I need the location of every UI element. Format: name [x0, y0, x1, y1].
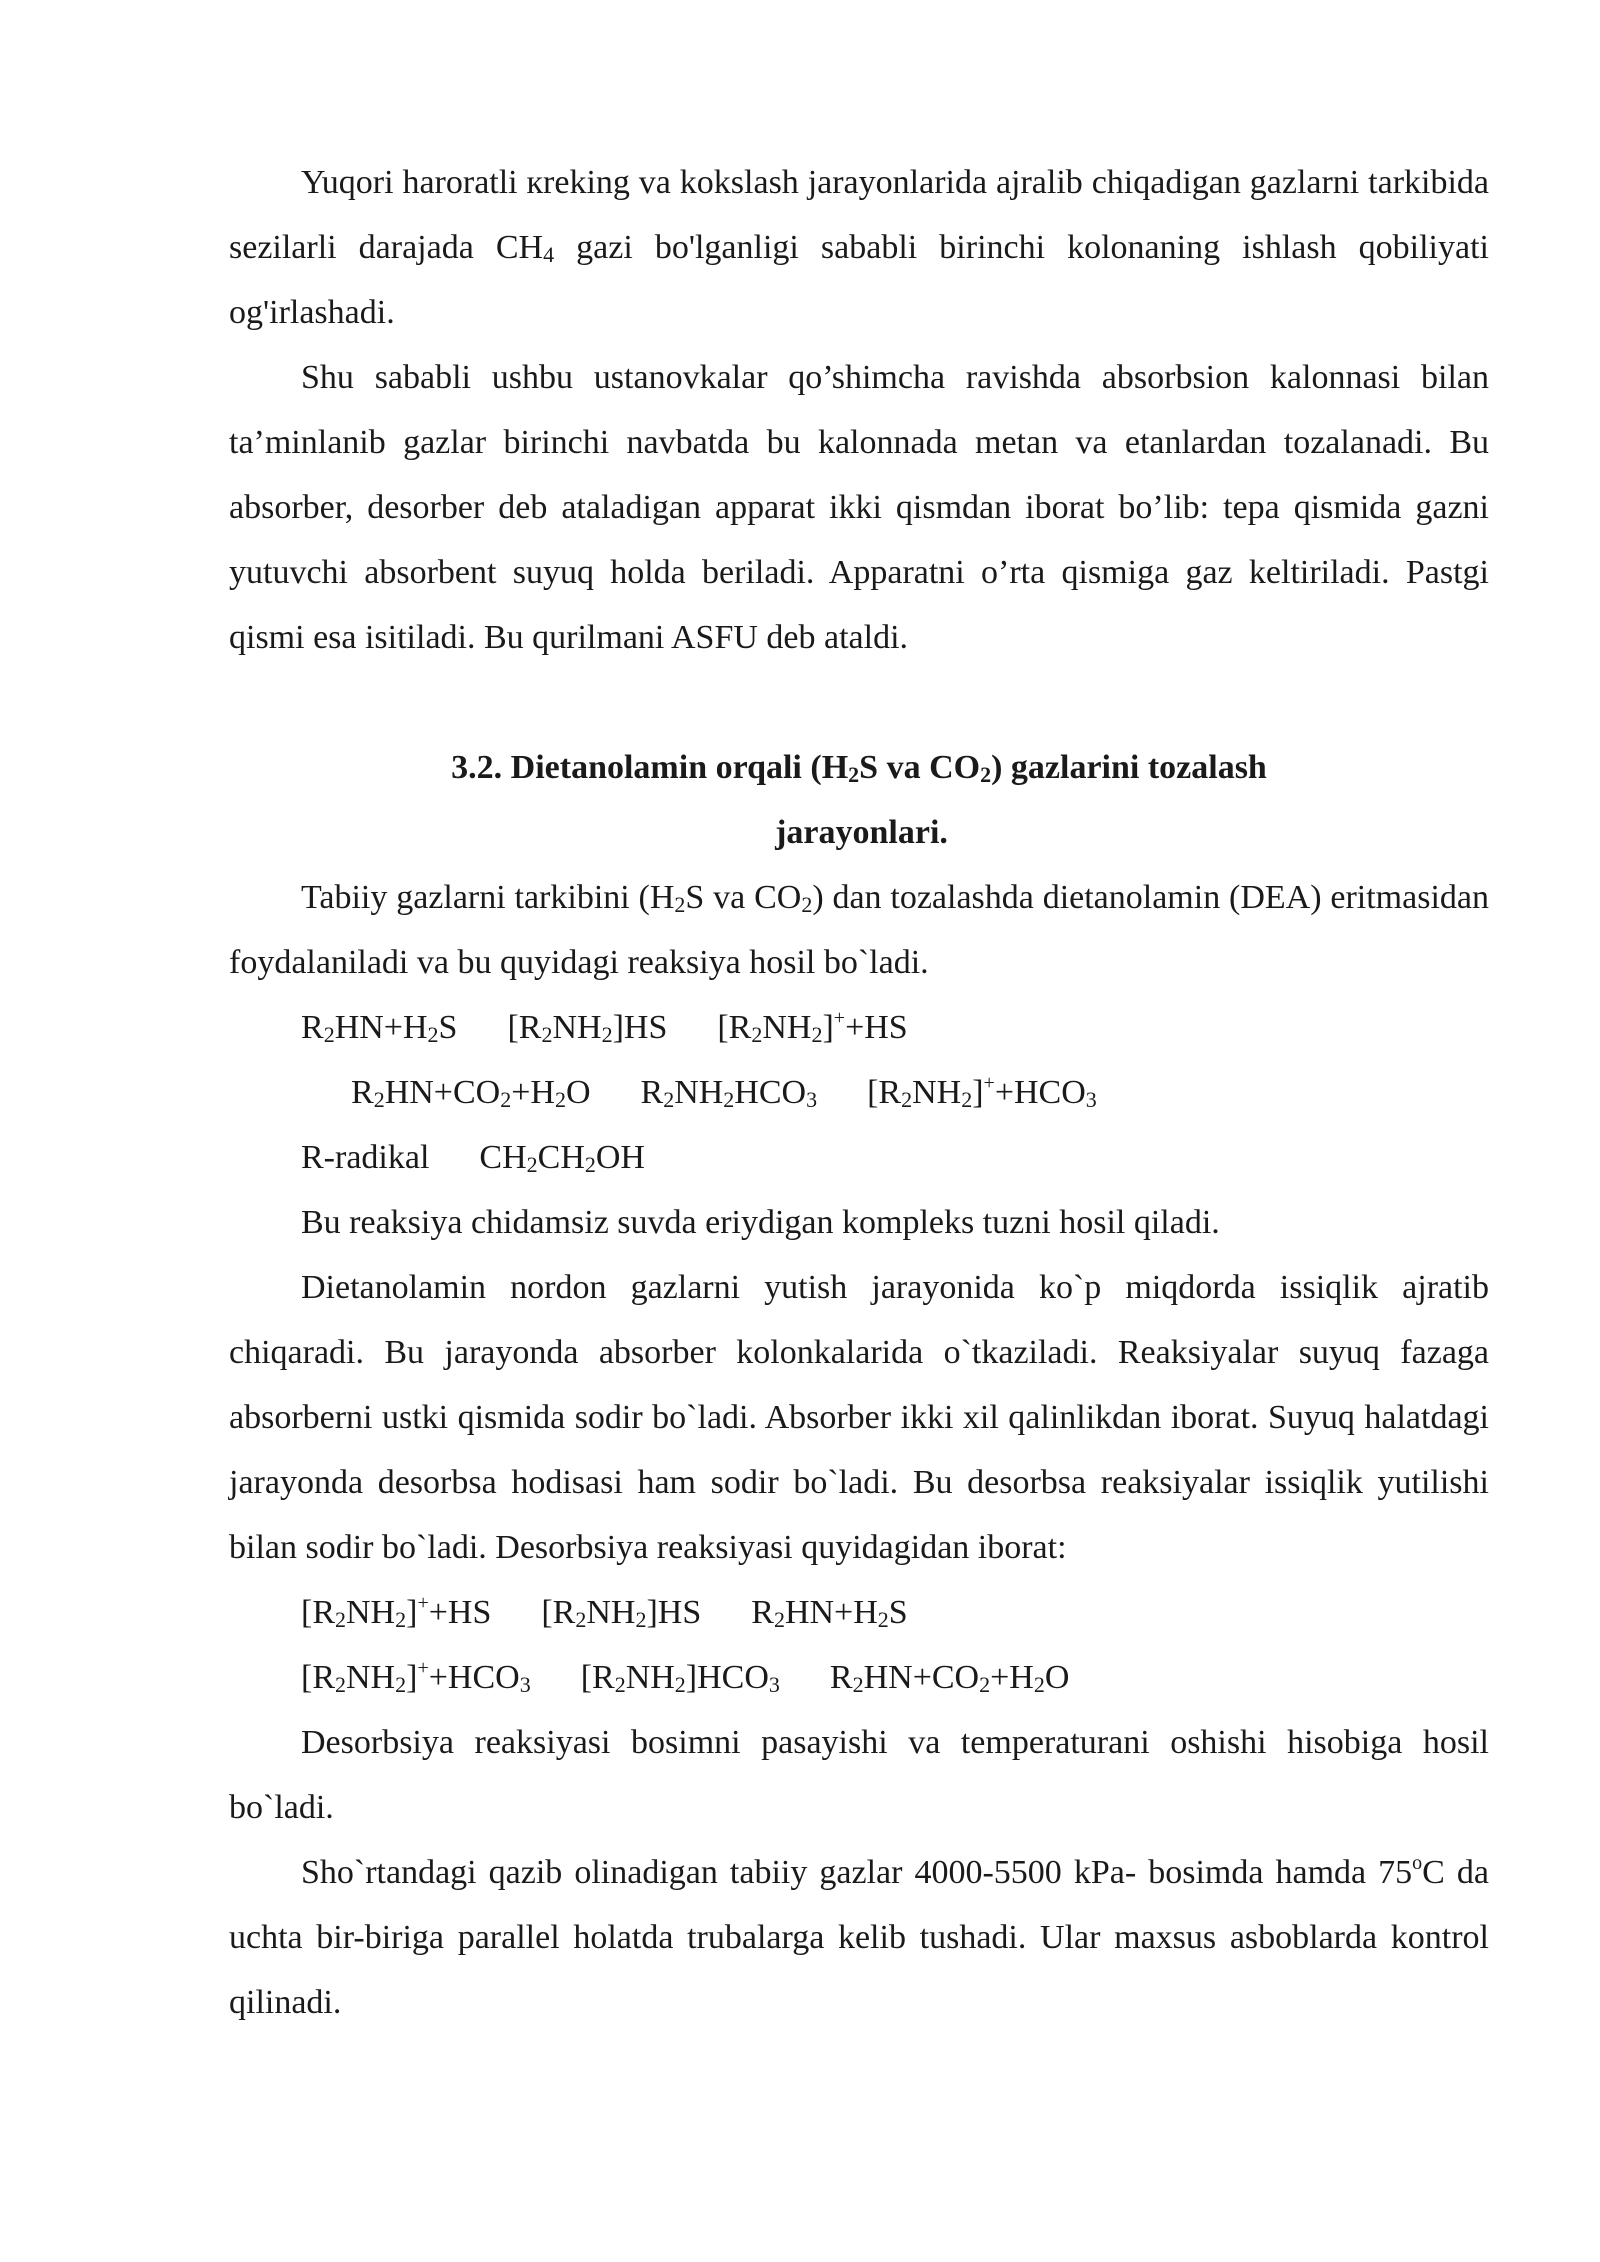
- equation-co2-absorption: $R_2HN+CO_2+H_2O$ $R_2NH_2HCO_3$ $[R_2NH_2]^++HCO_3$: [351, 1072, 1097, 1112]
- paragraph-cracking-gases: Yuqori haroratli кreking va kokslash jarayonlarida ajralib chiqadigan gazlarni tarkibida sezilarli darajada $CH_4$ gazi bo'lganligi sababli birinchi kolonaning ishlash qobiliyati og'irlashadi.: [229, 164, 1489, 331]
- equation-h2s-desorption: $[R_2NH_2]^++HS$ $[R_2NH_2]HS$ $R_2HN+H_2S$: [301, 1592, 908, 1632]
- paragraph-dea-intro: Tabiiy gazlarni tarkibini ($H_2S$ va $CO_2$) dan tozalashda dietanolamin (DEA) eritmasidan foydalaniladi va bu quyidagi reaksiya hosil bo`ladi.: [229, 879, 1489, 981]
- paragraph-absorption-column: Shu sababli ushbu ustanovkalar qo’shimcha ravishda absorbsion kalonnasi bilan ta’minlanib gazlar birinchi navbatda bu kalonnada metan va etanlardan tozalanadi. Bu absorber, desorber deb ataladigan apparat ikki qismdan iborat bo’lib: tepa qismida gazni yutuvchi absorbent suyuq holda beriladi. Apparatni o’rta qismiga gaz keltiriladi. Pastgi qismi esa isitiladi. Bu qurilmani ASFU deb ataldi.: [229, 359, 1489, 656]
- spacer: [229, 670, 1489, 735]
- equation-co2-desorption: $[R_2NH_2]^++HCO_3$ $[R_2NH_2]HCO_3$ $R_2HN+CO_2+H_2O$: [301, 1657, 1070, 1697]
- paragraph-complex-salt: Bu reaksiya chidamsiz suvda eriydigan kompleks tuzni hosil qiladi.: [301, 1204, 1220, 1241]
- paragraph-shurtan-gas: Sho`rtandagi qazib olinadigan tabiiy gazlar 4000-5500 kPa- bosimda hamda 75$^o$C da uchta bir-biriga parallel holatda trubalarga kelib tushadi. Ular maxsus asboblarda kontrol qilinadi.: [229, 1852, 1489, 2021]
- equation-h2s-absorption: $R_2HN+H_2S$ $[R_2NH_2]HS$ $[R_2NH_2]^++HS$: [301, 1007, 908, 1047]
- section-heading: 3.2. Dietanolamin orqali ($H_2S$ va $CO_2$) gazlarini tozalash jarayonlari.: [451, 749, 1267, 851]
- paragraph-desorption-conditions: Desorbsiya reaksiyasi bosimni pasayishi va temperaturani oshishi hisobiga hosil bo`ladi.: [229, 1724, 1489, 1826]
- document-page: [229, 150, 1489, 2035]
- equation-radical-definition: R-radikal $CH_2CH_2OH$: [301, 1139, 645, 1177]
- paragraph-desorption: Dietanolamin nordon gazlarni yutish jarayonida ko`p miqdorda issiqlik ajratib chiqaradi. Bu jarayonda absorber kolonkalarida o`tkaziladi. Reaksiyalar suyuq fazaga absorberni ustki qismida sodir bo`ladi. Absorber ikki xil qalinlikdan iborat. Suyuq halatdagi jarayonda desorbsa hodisasi ham sodir bo`ladi. Bu desorbsa reaksiyalar issiqlik yutilishi bilan sodir bo`ladi. Desorbsiya reaksiyasi quyidagidan iborat:: [229, 1269, 1489, 1566]
